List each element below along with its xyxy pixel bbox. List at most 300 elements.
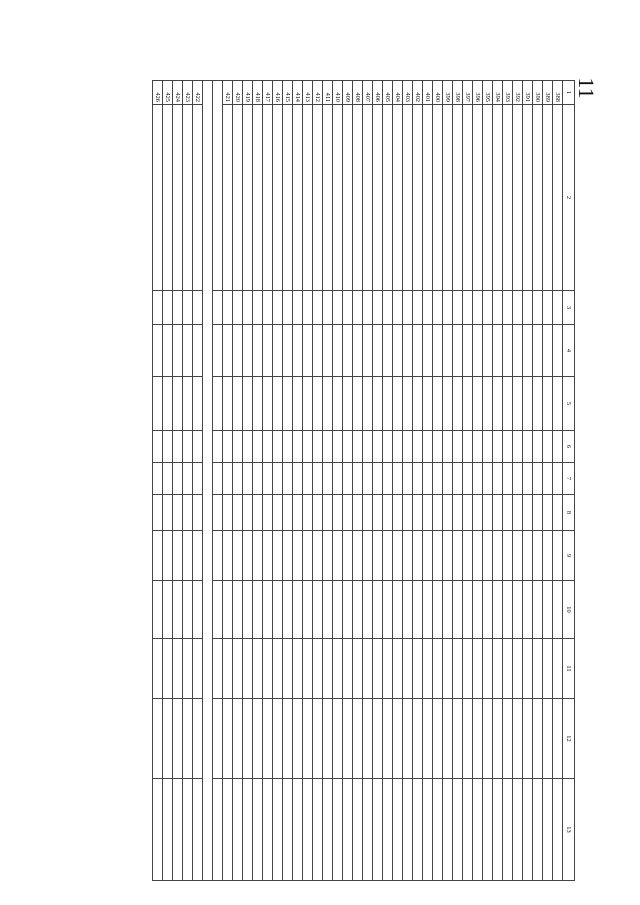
cell-date	[313, 325, 323, 377]
cell-c5	[453, 377, 463, 431]
cell-date	[303, 325, 313, 377]
cell-c6	[173, 431, 183, 463]
cell-period	[453, 639, 463, 699]
cell-date	[443, 325, 453, 377]
column-number-5: 5	[563, 377, 575, 431]
cell-area	[303, 531, 313, 581]
cell-material	[243, 581, 253, 639]
table-row	[163, 81, 173, 881]
cell-c8	[293, 495, 303, 531]
cell-cost	[323, 779, 333, 881]
cell-address	[533, 105, 543, 291]
table-row	[223, 81, 233, 881]
cell-c8	[383, 495, 393, 531]
table-row	[453, 81, 463, 881]
cell-c5	[313, 377, 323, 431]
cell-c8	[373, 495, 383, 531]
table-row	[313, 81, 323, 881]
cell-no: 404	[393, 81, 403, 105]
cell-c6	[383, 431, 393, 463]
cell-date	[473, 325, 483, 377]
cell-area	[253, 531, 263, 581]
cell-date	[293, 325, 303, 377]
cell-c7	[353, 463, 363, 495]
cell-period	[493, 639, 503, 699]
cell-material	[553, 581, 563, 639]
cell-c7	[433, 463, 443, 495]
cell-type	[463, 699, 473, 779]
cell-c7	[223, 463, 233, 495]
cell-period	[503, 639, 513, 699]
column-number-7: 7	[563, 463, 575, 495]
cell-c5	[433, 377, 443, 431]
table-row	[363, 81, 373, 881]
cell-type	[343, 699, 353, 779]
table-row	[183, 81, 193, 881]
table-row	[253, 81, 263, 881]
cell-type	[183, 699, 193, 779]
cell-year	[403, 291, 413, 325]
cell-address	[263, 105, 273, 291]
table-body-group-a	[223, 81, 563, 881]
cell-c7	[503, 463, 513, 495]
cell-date	[373, 325, 383, 377]
cell-period	[523, 639, 533, 699]
cell-c6	[453, 431, 463, 463]
cell-c7	[333, 463, 343, 495]
cell-no: 402	[413, 81, 423, 105]
cell-c7	[473, 463, 483, 495]
cell-c8	[393, 495, 403, 531]
cell-c7	[523, 463, 533, 495]
cell-date	[243, 325, 253, 377]
cell-c7	[233, 463, 243, 495]
cell-address	[393, 105, 403, 291]
page-number: 11	[574, 77, 599, 99]
cell-date	[193, 325, 203, 377]
cell-period	[353, 639, 363, 699]
cell-address	[503, 105, 513, 291]
cell-no: 412	[313, 81, 323, 105]
table-row	[243, 81, 253, 881]
cell-c7	[263, 463, 273, 495]
cell-c7	[303, 463, 313, 495]
cell-area	[513, 531, 523, 581]
cell-c7	[373, 463, 383, 495]
table-row	[303, 81, 313, 881]
total-cell-col8	[213, 495, 223, 531]
cell-c7	[413, 463, 423, 495]
cell-c8	[513, 495, 523, 531]
cell-area	[363, 531, 373, 581]
total-cell-blank	[213, 581, 223, 639]
cell-material	[283, 581, 293, 639]
cell-cost	[273, 779, 283, 881]
cell-c6	[273, 431, 283, 463]
cell-material	[293, 581, 303, 639]
cell-c8	[413, 495, 423, 531]
cell-cost	[313, 779, 323, 881]
cell-c5	[323, 377, 333, 431]
cell-year	[363, 291, 373, 325]
cell-c8	[543, 495, 553, 531]
cell-cost	[193, 779, 203, 881]
cell-type	[473, 699, 483, 779]
cell-c5	[253, 377, 263, 431]
cell-area	[283, 531, 293, 581]
register-table	[152, 80, 575, 881]
cell-c6	[473, 431, 483, 463]
cell-c7	[393, 463, 403, 495]
cell-year	[453, 291, 463, 325]
cell-c8	[193, 495, 203, 531]
cell-c8	[353, 495, 363, 531]
cell-c6	[323, 431, 333, 463]
cell-type	[263, 699, 273, 779]
cell-year	[503, 291, 513, 325]
cell-date	[513, 325, 523, 377]
cell-year	[393, 291, 403, 325]
cell-c8	[183, 495, 193, 531]
cell-area	[543, 531, 553, 581]
cell-material	[453, 581, 463, 639]
cell-c5	[273, 377, 283, 431]
cell-material	[223, 581, 233, 639]
cell-cost	[183, 779, 193, 881]
cell-c5	[353, 377, 363, 431]
cell-date	[423, 325, 433, 377]
cell-area	[193, 531, 203, 581]
cell-area	[413, 531, 423, 581]
cell-period	[253, 639, 263, 699]
cell-year	[553, 291, 563, 325]
section-heading	[203, 81, 213, 881]
cell-date	[363, 325, 373, 377]
cell-c8	[283, 495, 293, 531]
cell-period	[223, 639, 233, 699]
cell-material	[303, 581, 313, 639]
cell-period	[283, 639, 293, 699]
cell-c7	[293, 463, 303, 495]
cell-date	[253, 325, 263, 377]
cell-date	[333, 325, 343, 377]
total-cell-blank	[213, 431, 223, 463]
cell-material	[193, 581, 203, 639]
cell-date	[483, 325, 493, 377]
cell-material	[423, 581, 433, 639]
cell-area	[323, 531, 333, 581]
cell-cost	[303, 779, 313, 881]
cell-cost	[343, 779, 353, 881]
cell-c5	[493, 377, 503, 431]
cell-address	[493, 105, 503, 291]
cell-c6	[223, 431, 233, 463]
cell-material	[543, 581, 553, 639]
cell-area	[443, 531, 453, 581]
cell-no: 397	[463, 81, 473, 105]
cell-date	[273, 325, 283, 377]
cell-type	[323, 699, 333, 779]
cell-period	[233, 639, 243, 699]
cell-type	[333, 699, 343, 779]
cell-c7	[533, 463, 543, 495]
cell-year	[323, 291, 333, 325]
cell-cost	[493, 779, 503, 881]
cell-no: 403	[403, 81, 413, 105]
cell-c5	[193, 377, 203, 431]
cell-period	[393, 639, 403, 699]
cell-c5	[363, 377, 373, 431]
cell-period	[193, 639, 203, 699]
table-row	[393, 81, 403, 881]
cell-address	[553, 105, 563, 291]
cell-period	[423, 639, 433, 699]
cell-date	[383, 325, 393, 377]
cell-c8	[153, 495, 163, 531]
cell-c6	[463, 431, 473, 463]
table-row	[543, 81, 553, 881]
cell-address	[383, 105, 393, 291]
cell-area	[503, 531, 513, 581]
cell-period	[183, 639, 193, 699]
table-row	[283, 81, 293, 881]
cell-cost	[393, 779, 403, 881]
cell-type	[423, 699, 433, 779]
cell-material	[473, 581, 483, 639]
cell-cost	[373, 779, 383, 881]
cell-c7	[253, 463, 263, 495]
table-row	[413, 81, 423, 881]
cell-year	[493, 291, 503, 325]
cell-type	[243, 699, 253, 779]
cell-c8	[223, 495, 233, 531]
cell-c6	[403, 431, 413, 463]
cell-date	[173, 325, 183, 377]
cell-no: 417	[263, 81, 273, 105]
cell-area	[533, 531, 543, 581]
cell-period	[293, 639, 303, 699]
cell-cost	[153, 779, 163, 881]
cell-date	[493, 325, 503, 377]
cell-type	[503, 699, 513, 779]
cell-area	[183, 531, 193, 581]
cell-area	[343, 531, 353, 581]
cell-no: 398	[453, 81, 463, 105]
cell-material	[323, 581, 333, 639]
cell-year	[233, 291, 243, 325]
cell-c5	[173, 377, 183, 431]
cell-c7	[543, 463, 553, 495]
cell-cost	[263, 779, 273, 881]
cell-period	[533, 639, 543, 699]
cell-area	[313, 531, 323, 581]
cell-cost	[283, 779, 293, 881]
cell-type	[153, 699, 163, 779]
cell-address	[153, 105, 163, 291]
cell-type	[553, 699, 563, 779]
cell-c7	[363, 463, 373, 495]
cell-material	[463, 581, 473, 639]
cell-c7	[483, 463, 493, 495]
column-number-row	[563, 81, 575, 881]
cell-no: 407	[363, 81, 373, 105]
cell-material	[413, 581, 423, 639]
cell-date	[343, 325, 353, 377]
cell-c5	[263, 377, 273, 431]
cell-c5	[343, 377, 353, 431]
cell-type	[373, 699, 383, 779]
cell-area	[243, 531, 253, 581]
cell-material	[373, 581, 383, 639]
cell-c5	[513, 377, 523, 431]
cell-c7	[283, 463, 293, 495]
cell-material	[483, 581, 493, 639]
cell-c8	[233, 495, 243, 531]
cell-c7	[493, 463, 503, 495]
cell-period	[413, 639, 423, 699]
cell-no: 389	[543, 81, 553, 105]
table-row	[403, 81, 413, 881]
cell-c8	[473, 495, 483, 531]
cell-type	[353, 699, 363, 779]
cell-cost	[233, 779, 243, 881]
cell-material	[393, 581, 403, 639]
cell-cost	[523, 779, 533, 881]
cell-year	[283, 291, 293, 325]
cell-c6	[493, 431, 503, 463]
cell-cost	[173, 779, 183, 881]
cell-year	[223, 291, 233, 325]
cell-year	[273, 291, 283, 325]
table-row	[383, 81, 393, 881]
cell-no: 390	[533, 81, 543, 105]
cell-type	[403, 699, 413, 779]
cell-type	[173, 699, 183, 779]
column-number-1: 1	[563, 81, 575, 105]
cell-type	[493, 699, 503, 779]
cell-period	[343, 639, 353, 699]
cell-c8	[443, 495, 453, 531]
cell-type	[383, 699, 393, 779]
cell-material	[153, 581, 163, 639]
cell-no: 401	[423, 81, 433, 105]
cell-year	[193, 291, 203, 325]
cell-cost	[423, 779, 433, 881]
total-cell-cost	[213, 779, 223, 881]
cell-address	[523, 105, 533, 291]
cell-area	[393, 531, 403, 581]
cell-address	[273, 105, 283, 291]
cell-period	[483, 639, 493, 699]
cell-year	[513, 291, 523, 325]
column-number-8: 8	[563, 495, 575, 531]
cell-c8	[243, 495, 253, 531]
cell-period	[313, 639, 323, 699]
cell-address	[323, 105, 333, 291]
table-row	[333, 81, 343, 881]
cell-date	[223, 325, 233, 377]
table-row	[153, 81, 163, 881]
cell-date	[413, 325, 423, 377]
cell-address	[243, 105, 253, 291]
column-number-3: 3	[563, 291, 575, 325]
cell-period	[433, 639, 443, 699]
cell-no: 399	[443, 81, 453, 105]
cell-c8	[433, 495, 443, 531]
cell-c8	[423, 495, 433, 531]
cell-c6	[253, 431, 263, 463]
cell-material	[403, 581, 413, 639]
cell-c6	[483, 431, 493, 463]
cell-c7	[193, 463, 203, 495]
cell-address	[283, 105, 293, 291]
table-row	[193, 81, 203, 881]
cell-address	[163, 105, 173, 291]
cell-address	[223, 105, 233, 291]
cell-c7	[403, 463, 413, 495]
cell-year	[293, 291, 303, 325]
cell-year	[423, 291, 433, 325]
cell-cost	[533, 779, 543, 881]
cell-c5	[423, 377, 433, 431]
table-row	[323, 81, 333, 881]
cell-no: 405	[383, 81, 393, 105]
table-row	[483, 81, 493, 881]
cell-c6	[193, 431, 203, 463]
cell-c7	[183, 463, 193, 495]
cell-area	[383, 531, 393, 581]
cell-c5	[183, 377, 193, 431]
cell-cost	[463, 779, 473, 881]
cell-material	[353, 581, 363, 639]
cell-c6	[373, 431, 383, 463]
cell-date	[183, 325, 193, 377]
cell-c6	[163, 431, 173, 463]
cell-c6	[303, 431, 313, 463]
table-row	[443, 81, 453, 881]
cell-c5	[533, 377, 543, 431]
cell-type	[413, 699, 423, 779]
cell-type	[163, 699, 173, 779]
cell-period	[363, 639, 373, 699]
table-row	[503, 81, 513, 881]
cell-c8	[303, 495, 313, 531]
cell-year	[183, 291, 193, 325]
table-row	[433, 81, 443, 881]
cell-year	[163, 291, 173, 325]
cell-period	[473, 639, 483, 699]
cell-c6	[443, 431, 453, 463]
cell-period	[373, 639, 383, 699]
cell-date	[433, 325, 443, 377]
cell-year	[243, 291, 253, 325]
cell-period	[153, 639, 163, 699]
cell-date	[403, 325, 413, 377]
cell-address	[253, 105, 263, 291]
cell-address	[193, 105, 203, 291]
cell-year	[173, 291, 183, 325]
cell-no: 395	[483, 81, 493, 105]
cell-area	[463, 531, 473, 581]
cell-c6	[233, 431, 243, 463]
cell-period	[403, 639, 413, 699]
cell-cost	[243, 779, 253, 881]
cell-date	[503, 325, 513, 377]
total-cell-area	[213, 531, 223, 581]
cell-type	[193, 699, 203, 779]
cell-c5	[243, 377, 253, 431]
cell-material	[443, 581, 453, 639]
